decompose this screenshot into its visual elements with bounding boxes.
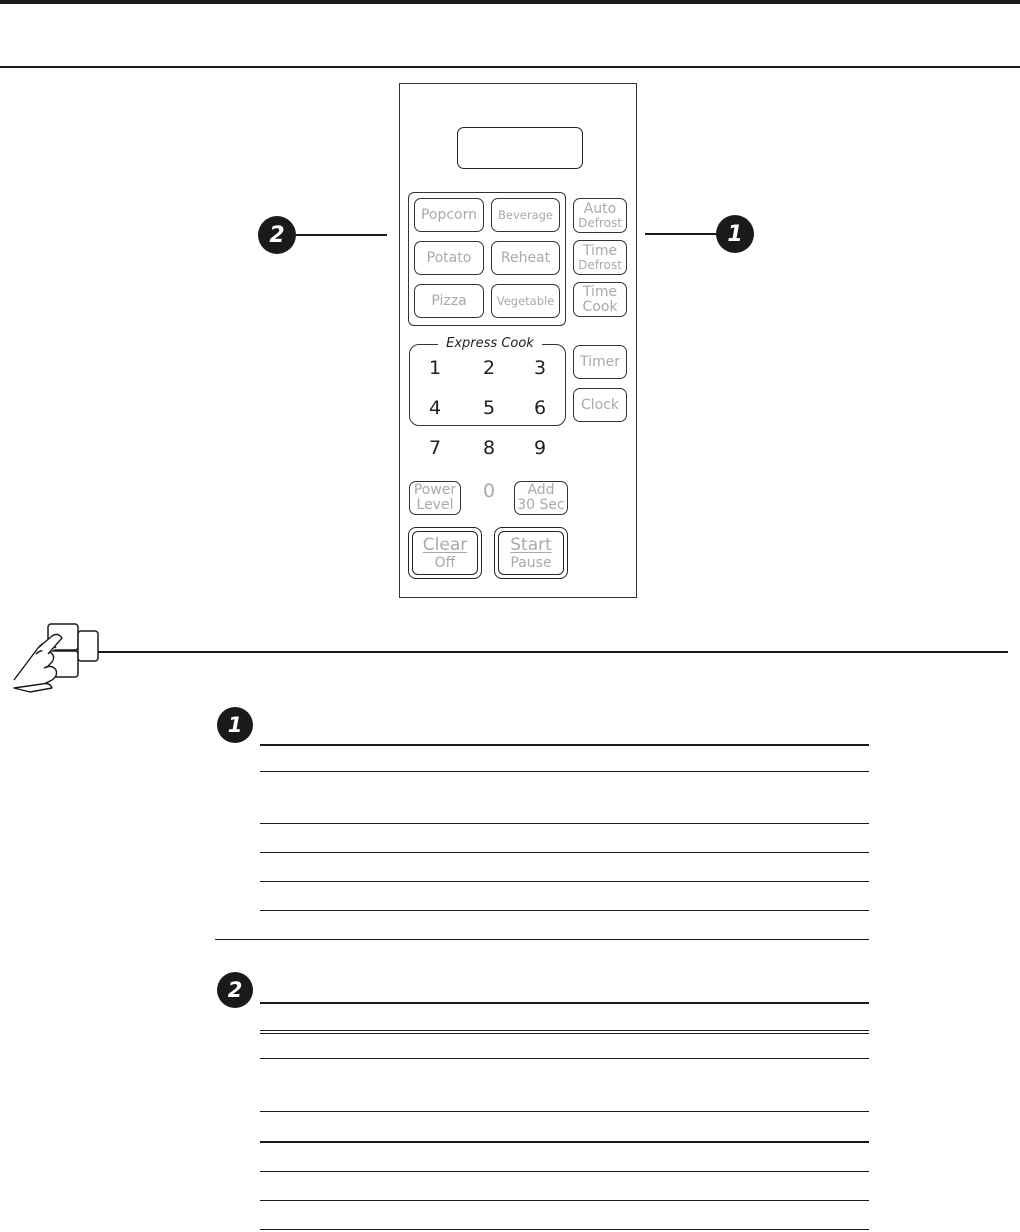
clock-label: Clock [580,396,620,413]
digit-7-button[interactable]: 7 [428,437,442,459]
pause-label: Pause [510,554,552,571]
time-cook-line1: Time [582,283,618,300]
time-defrost-button[interactable] [573,240,627,275]
section-1-marker [217,707,253,743]
power-level-line1: Power [413,482,457,499]
section-1-heading-rule [260,744,869,746]
pizza-label: Pizza [431,292,467,309]
auto-defrost-line2: Defrost [578,215,622,230]
time-cook-line2: Cook [582,298,618,315]
section-1-number: 1 [227,713,243,737]
hand-press-icon [8,618,108,698]
section-2-row-rule-2 [260,1058,869,1059]
digit-0-button[interactable]: 0 [482,480,496,502]
potato-label: Potato [426,249,472,266]
start-pause-button[interactable] [498,531,564,575]
callout-1-leader [645,233,716,235]
callout-1-marker [716,215,754,253]
add-30-sec-button[interactable] [514,481,568,515]
digit-8-button[interactable]: 8 [482,437,496,459]
digit-6-button[interactable]: 6 [533,397,547,419]
popcorn-button[interactable] [414,198,484,232]
callout-2-number: 2 [269,222,285,248]
power-level-button[interactable] [409,481,461,515]
timer-label: Timer [579,353,621,370]
clock-button[interactable] [573,388,627,422]
callout-1-number: 1 [727,221,743,247]
add-30-sec-line1: Add [527,482,555,499]
vegetable-button[interactable] [491,284,560,318]
digit-9-button[interactable]: 9 [533,437,547,459]
section-1-row-rule-5 [260,910,869,911]
section-1-row-rule-1 [260,771,869,772]
section-2-marker [217,972,253,1008]
clear-off-button[interactable] [412,531,478,575]
clear-label: Clear [422,534,468,555]
beverage-button[interactable] [491,198,560,232]
start-label: Start [510,534,552,555]
timer-button[interactable] [573,345,627,379]
callout-2-marker [258,216,296,254]
digit-3-button[interactable]: 3 [533,357,547,379]
section-2-row-rule-4 [260,1141,869,1143]
section-2-row-rule-3 [260,1111,869,1112]
section-2-row-rule-1a [260,1030,869,1031]
top-rule-thin [0,66,1020,68]
section-rule [98,651,1008,653]
beverage-label: Beverage [498,207,553,222]
digit-2-button[interactable]: 2 [482,357,496,379]
auto-defrost-button[interactable] [573,198,627,233]
reheat-label: Reheat [500,249,551,266]
pizza-button[interactable] [414,284,484,318]
section-2-row-rule-1b [260,1033,869,1034]
time-cook-button[interactable] [573,282,627,317]
popcorn-label: Popcorn [420,206,478,223]
digit-4-button[interactable]: 4 [428,397,442,419]
auto-defrost-line1: Auto [583,200,617,217]
section-divider [215,939,869,940]
top-rule-thick [0,0,1020,4]
digit-5-button[interactable]: 5 [482,397,496,419]
power-level-line2: Level [416,497,454,513]
add-30-sec-line2: 30 Sec [517,497,565,513]
off-label: Off [434,554,456,571]
section-2-heading-rule [260,1002,869,1004]
section-2-row-rule-5 [260,1171,869,1172]
section-1-row-rule-4 [260,881,869,882]
vegetable-label: Vegetable [496,293,555,308]
potato-button[interactable] [414,241,484,275]
section-2-number: 2 [227,978,243,1002]
callout-2-leader [296,234,387,236]
reheat-button[interactable] [491,241,560,275]
express-cook-label: Express Cook [438,336,542,351]
section-2-row-rule-7 [260,1229,869,1230]
time-defrost-line1: Time [582,242,618,259]
time-defrost-line2: Defrost [578,257,622,272]
digit-1-button[interactable]: 1 [428,357,442,379]
display-window [457,127,583,169]
section-1-row-rule-2 [260,823,869,824]
section-1-row-rule-3 [260,852,869,853]
section-2-row-rule-6 [260,1200,869,1201]
